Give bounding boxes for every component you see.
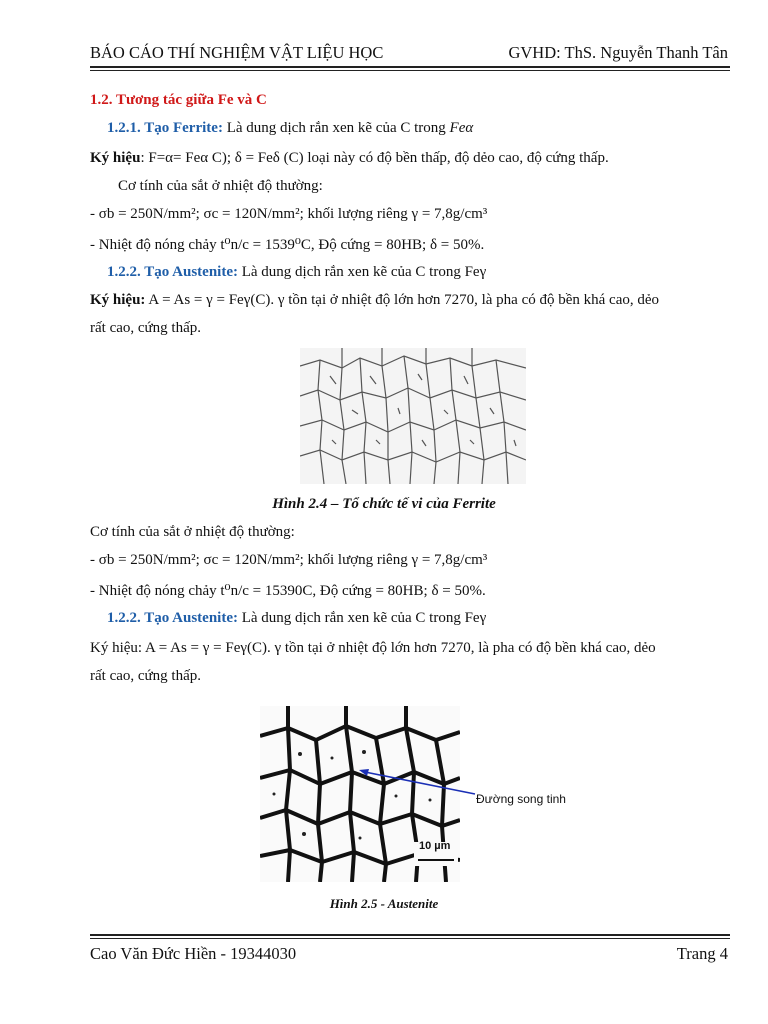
footer-rule-thin [90,938,730,939]
figure2-caption: Hình 2.5 - Austenite [329,896,439,911]
repeat-props-line2: - Nhiệt độ nóng chảy t⁰n/c = 15390C, Độ cứng = 80HB; δ = 50%. [90,583,486,599]
ferrite-micrograph-image [300,348,526,484]
ferrite-title: 1.2.1. Tạo Ferrite: [107,120,223,136]
header-rule [90,66,730,68]
ferrite-symbol-label: Ký hiệu [90,150,141,166]
ferrite-title-line [107,120,473,137]
repeat-props-title: Cơ tính của sắt ở nhiệt độ thường: [90,524,295,540]
section-heading: 1.2. Tương tác giữa Fe và C [90,92,267,108]
austenite-title-line [107,264,486,281]
austenite-title: 1.2.2. Tạo Austenite: [107,264,238,280]
ferrite-def-symbol: Feα [449,120,474,136]
header-rule-thin [90,70,730,71]
figure2-scale-label: 10 µm [419,840,451,852]
repeat-austenite-title: 1.2.2. Tạo Austenite: [107,610,238,626]
figure1-caption: Hình 2.4 – Tổ chức tế vi của Ferrite [272,496,496,512]
repeat-austenite-symbol: Ký hiệu: A = As = γ = Feγ(C). γ tồn tại ở nhiệt độ lớn hơn 7270, là pha có độ bền khá cao, dẻo [90,640,656,656]
header-advisor: GVHD: ThS. Nguyễn Thanh Tân [508,43,728,62]
header-title: BÁO CÁO THÍ NGHIỆM VẬT LIỆU HỌC [90,43,384,62]
repeat-austenite-definition: Là dung dịch rắn xen kẽ của C trong Feγ [237,610,487,626]
ferrite-props-title: Cơ tính của sắt ở nhiệt độ thường: [118,178,323,194]
ferrite-definition: Là dung dịch rắn xen kẽ của C trong [222,120,450,136]
ferrite-props-line2: - Nhiệt độ nóng chảy t⁰n/c = 1539⁰C, Độ cứng = 80HB; δ = 50%. [90,237,485,253]
footer-author: Cao Văn Đức Hiền - 19344030 [90,944,297,963]
ferrite-props-line1: - σb = 250N/mm²; σc = 120N/mm²; khối lượng riêng γ = 7,8g/cm³ [90,206,488,222]
repeat-austenite-symbol2: rất cao, cứng thấp. [90,668,201,684]
figure2-annotation: Đường song tinh [476,792,566,806]
austenite-symbol-line [90,292,659,309]
ferrite-symbol-line [90,150,609,167]
arrow-icon [355,766,477,796]
austenite-definition: Là dung dịch rắn xen kẽ của C trong Feγ [237,264,487,280]
ferrite-symbol-text: : F=α= Feα C); δ = Feδ (C) loại này có độ bền thấp, độ dẻo cao, độ cứng thấp. [140,150,609,166]
repeat-austenite-title-line [107,610,486,627]
austenite-symbol-text2: rất cao, cứng thấp. [90,320,201,336]
repeat-props-line1: - σb = 250N/mm²; σc = 120N/mm²; khối lượng riêng γ = 7,8g/cm³ [90,552,488,568]
footer-page-number: Trang 4 [676,944,728,963]
footer-rule [90,934,730,936]
austenite-symbol-label: Ký hiệu: [90,292,146,308]
austenite-symbol-text: A = As = γ = Feγ(C). γ tồn tại ở nhiệt độ lớn hơn 7270, là pha có độ bền khá cao, dẻo [145,292,660,308]
